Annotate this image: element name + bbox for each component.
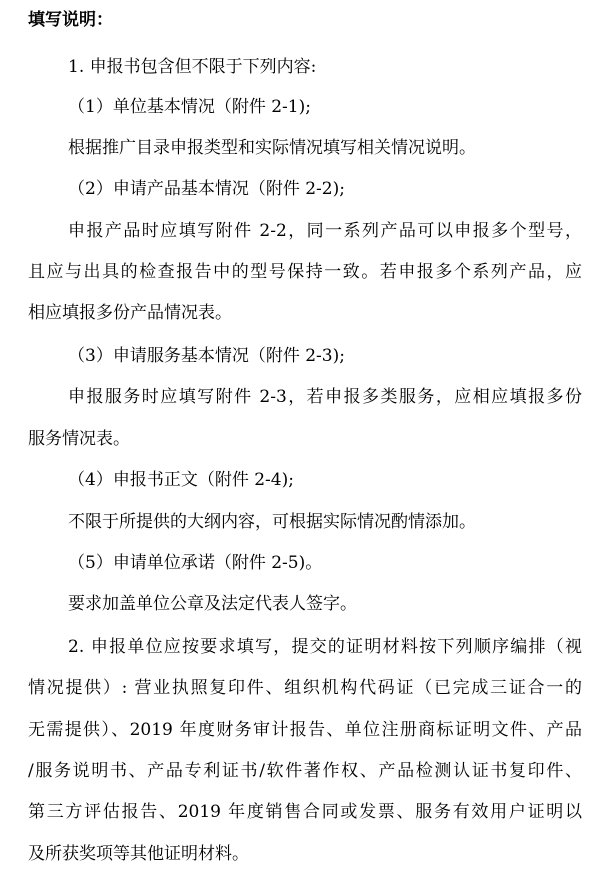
item-1-2-desc-line-3: 相应填报多份产品情况表。 (28, 303, 232, 323)
item-2-line-4: /服务说明书、产品专利证书/软件著作权、产品检测认证书复印件、 (28, 761, 582, 781)
item-1-5-title: （5）申请单位承诺（附件 2-5)。 (68, 553, 323, 573)
item-2-line-6: 及所获奖项等其他证明材料。 (28, 844, 249, 864)
item-1-1-desc: 根据推广目录申报类型和实际情况填写相关情况说明。 (68, 138, 476, 158)
item-1-3-title: （3）申请服务基本情况（附件 2-3); (68, 346, 345, 366)
item-1-4-desc: 不限于所提供的大纲内容，可根据实际情况酌情添加。 (68, 512, 476, 532)
item-2-line-2: 情况提供）: 营业执照复印件、组织机构代码证（已完成三证合一的 (28, 678, 582, 698)
item-1-intro: 1. 申报书包含但不限于下列内容: (68, 57, 317, 77)
item-2-line-5: 第三方评估报告、2019 年度销售合同或发票、服务有效用户证明以 (28, 802, 582, 822)
item-1-2-desc-line-2: 且应与出具的检查报告中的型号保持一致。若申报多个系列产品，应 (28, 262, 582, 282)
item-1-3-desc-line-2: 服务情况表。 (28, 429, 130, 449)
item-1-2-title: （2）申请产品基本情况（附件 2-2); (68, 179, 345, 199)
item-2-line-3: 无需提供）、2019 年度财务审计报告、单位注册商标证明文件、产品 (28, 720, 582, 740)
item-1-1-title: （1）单位基本情况（附件 2-1); (68, 97, 311, 117)
item-1-5-desc: 要求加盖单位公章及法定代表人签字。 (68, 594, 357, 614)
item-1-2-desc-line-1: 申报产品时应填写附件 2-2，同一系列产品可以申报多个型号， (68, 221, 582, 241)
item-2-line-1: 2. 申报单位应按要求填写，提交的证明材料按下列顺序编排（视 (68, 637, 582, 657)
item-1-4-title: （4）申报书正文（附件 2-4); (68, 470, 294, 490)
instructions-heading: 填写说明： (28, 10, 113, 30)
item-1-3-desc-line-1: 申报服务时应填写附件 2-3，若申报多类服务，应相应填报多份 (68, 387, 582, 407)
